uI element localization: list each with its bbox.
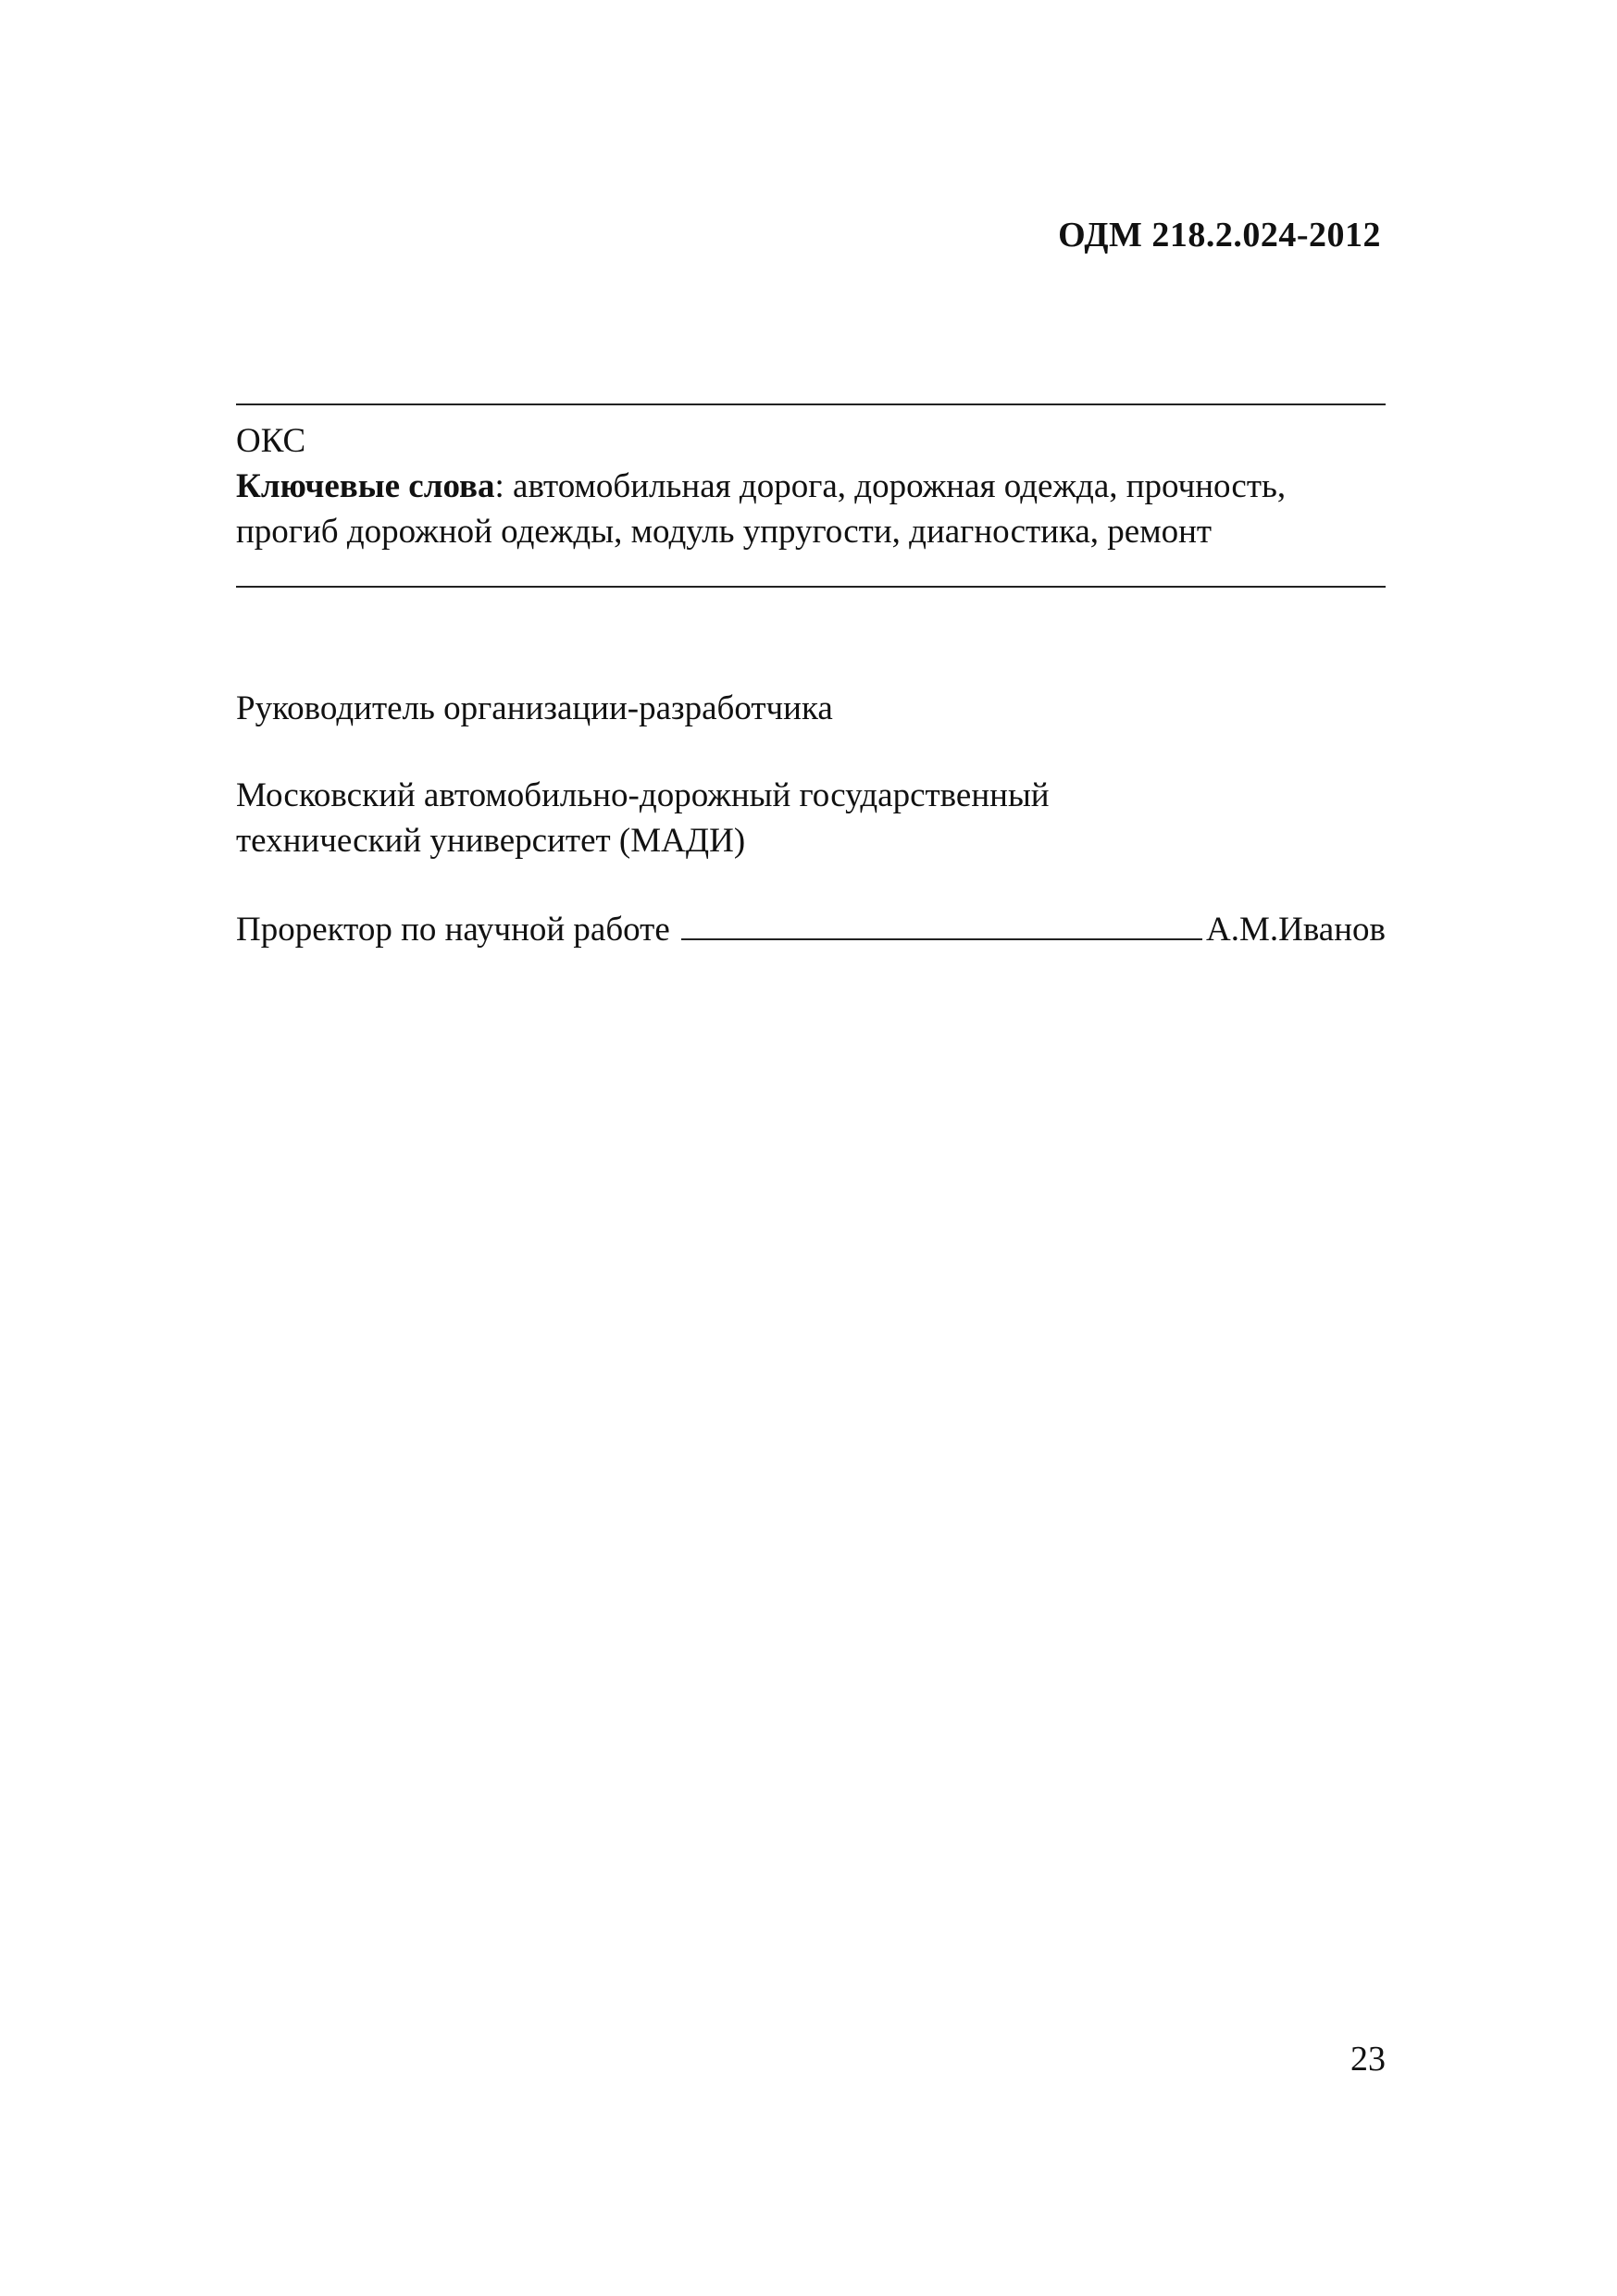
bottom-divider xyxy=(236,586,1386,588)
page-number: 23 xyxy=(1350,2040,1386,2079)
keywords-line-1 xyxy=(236,464,1393,509)
organization-name-line-2: технический университет (МАДИ) xyxy=(236,822,746,860)
oks-code: ОКС xyxy=(236,422,306,460)
organization-name-line-1: Московский автомобильно-дорожный государственный xyxy=(236,776,1050,814)
keywords-line-2: прогиб дорожной одежды, модуль упругости, диагностика, ремонт xyxy=(236,513,1213,551)
document-code: ОДМ 218.2.024-2012 xyxy=(1058,216,1381,254)
signatory-position: Проректор по научной работе xyxy=(236,911,670,949)
keywords-label: Ключевые слова xyxy=(236,467,495,505)
signature-line xyxy=(681,907,1202,940)
top-divider xyxy=(236,403,1386,405)
developer-head-title: Руководитель организации-разработчика xyxy=(236,689,833,727)
classification-block xyxy=(236,418,1393,554)
signatory-name: А.М.Иванов xyxy=(1205,911,1386,949)
signature-row xyxy=(236,907,1386,952)
keywords-text-1: : автомобильная дорога, дорожная одежда, прочность, xyxy=(494,467,1287,505)
organization-name xyxy=(236,773,1050,863)
